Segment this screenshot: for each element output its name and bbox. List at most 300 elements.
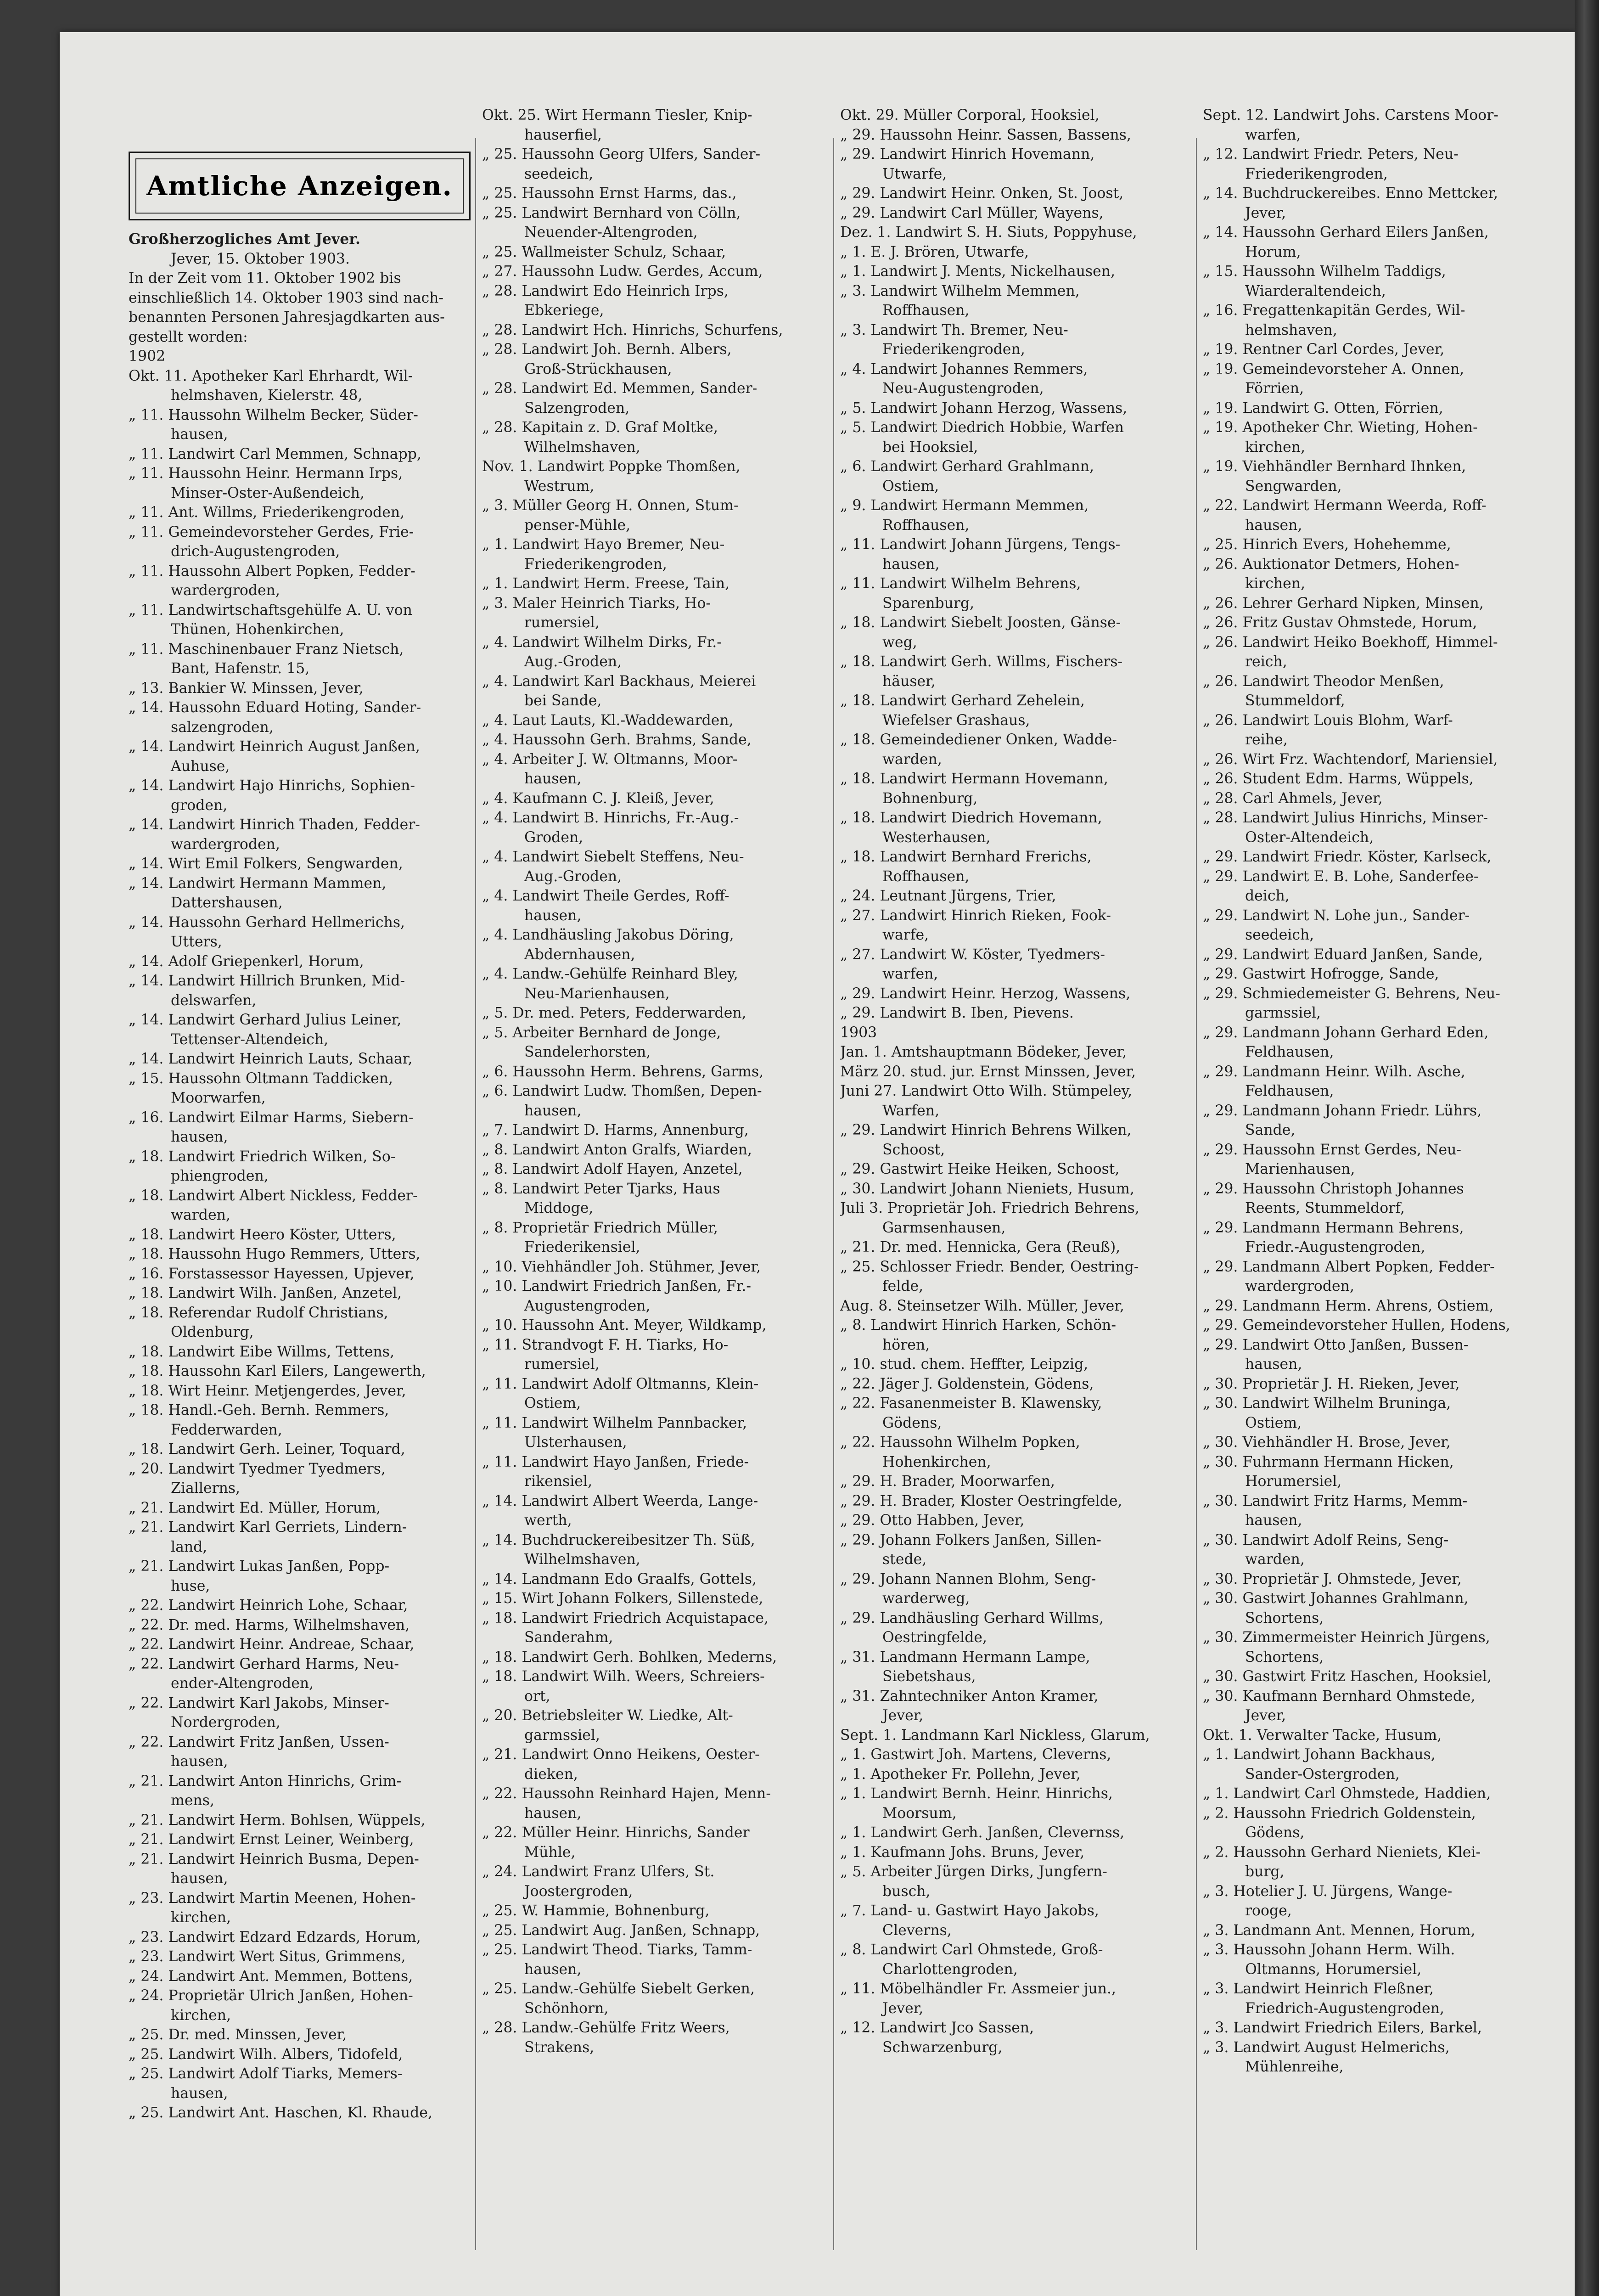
list-entry-line: „ 15. Haussohn Oltmann Taddicken,: [129, 1070, 393, 1087]
list-entry-line: „ 29. H. Brader, Kloster Oestringfelde,: [840, 1492, 1122, 1509]
list-entry-line: „ 1. Landwirt Johann Backhaus,: [1203, 1746, 1436, 1763]
list-entry-line: Moorwarfen,: [171, 1090, 266, 1106]
list-entry-line: garmssiel,: [524, 1727, 600, 1744]
list-entry-line: Okt. 11. Apotheker Karl Ehrhardt, Wil-: [129, 367, 413, 384]
list-entry-line: rikensiel,: [524, 1473, 593, 1490]
list-entry-line: „ 19. Apotheker Chr. Wieting, Hohen-: [1203, 419, 1478, 436]
list-entry-line: Dattershausen,: [171, 895, 283, 911]
list-entry-line: Sept. 1. Landmann Karl Nickless, Glarum,: [840, 1727, 1150, 1744]
list-entry-line: „ 14. Buchdruckereibes. Enno Mettcker,: [1203, 185, 1498, 202]
list-entry-line: Jever,: [1245, 204, 1286, 221]
list-entry-line: „ 28. Landwirt Julius Hinrichs, Minser-: [1203, 810, 1488, 826]
list-entry-line: 1903: [840, 1024, 877, 1041]
list-entry-line: „ 31. Landmann Hermann Lampe,: [840, 1649, 1090, 1666]
list-entry-line: „ 3. Landwirt Heinrich Fleßner,: [1203, 1981, 1434, 1997]
list-entry-line: kirchen,: [1245, 439, 1306, 456]
list-entry-line: Oldenburg,: [171, 1324, 254, 1340]
list-entry-line: „ 28. Carl Ahmels, Jever,: [1203, 790, 1383, 807]
list-entry-line: „ 15. Haussohn Wilhelm Taddigs,: [1203, 263, 1446, 280]
list-entry-line: Friederikengroden,: [524, 556, 667, 573]
list-entry-line: „ 18. Handl.-Geh. Bernh. Remmers,: [129, 1402, 389, 1418]
list-entry-line: „ 1. E. J. Brören, Utwarfe,: [840, 243, 1029, 260]
list-entry-line: „ 14. Landwirt Hermann Mammen,: [129, 875, 387, 892]
list-entry-line: „ 3. Maler Heinrich Tiarks, Ho-: [482, 595, 711, 612]
list-entry-line: hausen,: [1245, 1512, 1302, 1529]
list-entry-line: „ 18. Landwirt Friedrich Acquistapace,: [482, 1609, 769, 1626]
list-entry-line: „ 11. Möbelhändler Fr. Assmeier jun.,: [840, 1981, 1116, 1997]
list-entry-line: Neu-Augustengroden,: [882, 380, 1044, 397]
list-entry-line: bei Sande,: [524, 692, 602, 709]
list-entry-line: Ziallerns,: [171, 1480, 241, 1497]
list-entry-line: „ 1. Kaufmann Johs. Bruns, Jever,: [840, 1844, 1085, 1861]
list-entry-line: „ 21. Landwirt Herm. Bohlsen, Wüppels,: [129, 1812, 426, 1829]
list-entry-line: helmshaven, Kielerstr. 48,: [171, 387, 363, 404]
list-entry-line: „ 29. Landmann Herm. Ahrens, Ostiem,: [1203, 1297, 1494, 1314]
list-entry-line: Stummeldorf,: [1245, 692, 1345, 709]
list-entry-line: „ 29. Landwirt B. Iben, Pievens.: [840, 1005, 1074, 1021]
list-entry-line: „ 10. Landwirt Friedrich Janßen, Fr.-: [482, 1278, 752, 1294]
list-entry-line: „ 18. Landwirt Hermann Hovemann,: [840, 771, 1108, 787]
list-entry-line: „ 29. Haussohn Ernst Gerdes, Neu-: [1203, 1141, 1462, 1158]
list-entry-line: Sanderahm,: [524, 1629, 613, 1646]
list-entry-line: phiengroden,: [171, 1168, 269, 1184]
list-entry-line: mens,: [171, 1792, 214, 1809]
intro-line: In der Zeit vom 11. Oktober 1902 bis: [129, 270, 401, 287]
list-entry-line: „ 24. Landwirt Ant. Memmen, Bottens,: [129, 1968, 413, 1985]
list-entry-line: kirchen,: [1245, 575, 1306, 592]
list-entry-line: warfe,: [882, 927, 929, 943]
list-entry-line: hausen,: [1245, 517, 1302, 534]
list-entry-line: Strakens,: [524, 2039, 595, 2056]
list-entry-line: Minser-Oster-Außendeich,: [171, 484, 365, 501]
list-entry-line: „ 29. Landwirt Hinrich Behrens Wilken,: [840, 1122, 1132, 1138]
list-entry-line: „ 29. Landwirt Friedr. Köster, Karlseck,: [1203, 849, 1492, 865]
list-entry-line: wardergroden,: [171, 836, 280, 853]
list-entry-line: „ 25. Schlosser Friedr. Bender, Oestring-: [840, 1258, 1139, 1275]
list-entry-line: kirchen,: [171, 2007, 231, 2024]
list-entry-line: Nordergroden,: [171, 1714, 281, 1731]
list-entry-line: Sandelerhorsten,: [524, 1044, 651, 1060]
list-entry-line: salzengroden,: [171, 719, 274, 736]
list-entry-line: „ 14. Landwirt Heinrich August Janßen,: [129, 738, 420, 755]
list-entry-line: „ 8. Landwirt Anton Gralfs, Wiarden,: [482, 1141, 752, 1158]
list-entry-line: „ 20. Landwirt Tyedmer Tyedmers,: [129, 1460, 386, 1477]
list-entry-line: „ 14. Landwirt Gerhard Julius Leiner,: [129, 1012, 402, 1028]
list-entry-line: „ 30. Landwirt Johann Nieniets, Husum,: [840, 1180, 1134, 1197]
list-entry-line: Oestringfelde,: [882, 1629, 987, 1646]
list-entry-line: „ 14. Landwirt Heinrich Lauts, Schaar,: [129, 1051, 413, 1067]
list-entry-line: Schwarzenburg,: [882, 2039, 1003, 2056]
list-entry-line: „ 3. Landmann Ant. Mennen, Horum,: [1203, 1922, 1476, 1939]
list-entry-line: ender-Altengroden,: [171, 1675, 314, 1692]
list-entry-line: „ 6. Landwirt Ludw. Thomßen, Depen-: [482, 1083, 762, 1099]
list-entry-line: „ 29. Landwirt Carl Müller, Wayens,: [840, 204, 1104, 221]
list-entry-line: „ 29. Haussohn Christoph Johannes: [1203, 1180, 1464, 1197]
list-entry-line: „ 18. Landwirt Bernhard Frerichs,: [840, 849, 1092, 865]
list-entry-line: „ 29. Johann Nannen Blohm, Seng-: [840, 1570, 1096, 1587]
list-entry-line: „ 29. Landhäusling Gerhard Willms,: [840, 1609, 1104, 1626]
column-rule: [1196, 138, 1197, 2250]
list-entry-line: „ 11. Landwirt Johann Jürgens, Tengs-: [840, 536, 1121, 553]
list-entry-line: „ 4. Landhäusling Jakobus Döring,: [482, 927, 734, 943]
list-entry-line: „ 10. stud. chem. Heffter, Leipzig,: [840, 1356, 1088, 1373]
list-entry-line: „ 26. Landwirt Louis Blohm, Warf-: [1203, 712, 1453, 729]
list-entry-line: „ 28. Landwirt Hch. Hinrichs, Schurfens,: [482, 321, 783, 338]
list-entry-line: wardergroden,: [171, 582, 280, 599]
list-entry-line: „ 14. Haussohn Gerhard Hellmerichs,: [129, 914, 405, 931]
list-entry-line: „ 1. Landwirt Carl Ohmstede, Haddien,: [1203, 1785, 1491, 1802]
list-entry-line: „ 18. Landwirt Siebelt Joosten, Gänse-: [840, 614, 1121, 631]
list-entry-line: „ 23. Landwirt Edzard Edzards, Horum,: [129, 1929, 421, 1946]
list-entry-line: „ 25. Landwirt Wilh. Albers, Tidofeld,: [129, 2046, 403, 2063]
list-entry-line: „ 14. Landwirt Hajo Hinrichs, Sophien-: [129, 777, 415, 794]
list-entry-line: Ostiem,: [524, 1395, 581, 1412]
list-entry-line: „ 30. Viehhändler H. Brose, Jever,: [1203, 1434, 1451, 1451]
list-entry-line: Okt. 25. Wirt Hermann Tiesler, Knip-: [482, 107, 752, 124]
list-entry-line: „ 18. Landwirt Eibe Willms, Tettens,: [129, 1343, 394, 1360]
list-entry-line: „ 29. Haussohn Heinr. Sassen, Bassens,: [840, 126, 1131, 143]
list-entry-line: bei Hooksiel,: [882, 439, 978, 456]
list-entry-line: „ 25. Landwirt Aug. Janßen, Schnapp,: [482, 1922, 760, 1939]
list-entry-line: warden,: [1245, 1551, 1305, 1568]
list-entry-line: „ 11. Haussohn Wilhelm Becker, Süder-: [129, 406, 418, 423]
list-entry-line: „ 19. Viehhändler Bernhard Ihnken,: [1203, 458, 1466, 475]
list-entry-line: „ 8. Landwirt Peter Tjarks, Haus: [482, 1180, 720, 1197]
list-entry-line: „ 21. Landwirt Onno Heikens, Oester-: [482, 1746, 760, 1763]
list-entry-line: Thünen, Hohenkirchen,: [171, 621, 344, 638]
list-entry-line: „ 18. Landwirt Heero Köster, Utters,: [129, 1226, 396, 1243]
list-entry-line: „ 29. Landwirt Heinr. Herzog, Wassens,: [840, 985, 1131, 1002]
list-entry-line: „ 29. Gastwirt Hofrogge, Sande,: [1203, 966, 1439, 982]
list-entry-line: Marienhausen,: [1245, 1161, 1355, 1177]
list-entry-line: Charlottengroden,: [882, 1961, 1018, 1978]
list-entry-line: „ 22. Fasanenmeister B. Klawensky,: [840, 1395, 1102, 1412]
list-entry-line: Schortens,: [1245, 1609, 1324, 1626]
list-entry-line: „ 18. Haussohn Hugo Remmers, Utters,: [129, 1246, 421, 1262]
list-entry-line: „ 14. Wirt Emil Folkers, Sengwarden,: [129, 855, 403, 872]
list-entry-line: Sande,: [1245, 1122, 1296, 1138]
list-entry-line: „ 18. Landwirt Wilh. Weers, Schreiers-: [482, 1668, 765, 1685]
list-entry-line: „ 11. Landwirt Hayo Janßen, Friede-: [482, 1453, 749, 1470]
list-entry-line: „ 15. Wirt Johann Folkers, Sillenstede,: [482, 1590, 763, 1607]
list-entry-line: „ 31. Zahntechniker Anton Kramer,: [840, 1688, 1099, 1705]
list-entry-line: Förrien,: [1245, 380, 1304, 397]
list-entry-line: „ 16. Landwirt Eilmar Harms, Siebern-: [129, 1109, 414, 1126]
list-entry-line: Bant, Hafenstr. 15,: [171, 660, 310, 677]
list-entry-line: Jan. 1. Amtshauptmann Bödeker, Jever,: [840, 1044, 1127, 1060]
list-entry-line: hören,: [882, 1336, 930, 1353]
scan-edge: [1575, 0, 1599, 2296]
list-entry-line: reich,: [1245, 653, 1287, 670]
list-entry-line: Ulsterhausen,: [524, 1434, 627, 1451]
list-entry-line: „ 24. Landwirt Franz Ulfers, St.: [482, 1863, 715, 1880]
list-entry-line: Roffhausen,: [882, 868, 970, 885]
list-entry-line: „ 24. Proprietär Ulrich Janßen, Hohen-: [129, 1987, 413, 2004]
list-entry-line: „ 29. Landwirt Eduard Janßen, Sande,: [1203, 946, 1483, 963]
list-entry-line: „ 18. Haussohn Karl Eilers, Langewerth,: [129, 1363, 426, 1379]
list-entry-line: hausen,: [524, 1805, 582, 1822]
list-entry-line: „ 11. Landwirtschaftsgehülfe A. U. von: [129, 602, 412, 619]
list-entry-line: „ 25. Dr. med. Minssen, Jever,: [129, 2026, 347, 2043]
column-rule: [475, 138, 476, 2250]
list-entry-line: huse,: [171, 1577, 210, 1594]
list-entry-line: Salzengroden,: [524, 400, 630, 416]
list-entry-line: „ 11. Landwirt Wilhelm Pannbacker,: [482, 1414, 747, 1431]
list-entry-line: „ 16. Fregattenkapitän Gerdes, Wil-: [1203, 302, 1465, 319]
list-entry-line: wardergroden,: [1245, 1278, 1354, 1294]
list-entry-line: Gödens,: [1245, 1824, 1305, 1841]
list-entry-line: Juni 27. Landwirt Otto Wilh. Stümpeley,: [840, 1083, 1133, 1099]
list-entry-line: „ 3. Landwirt August Helmerichs,: [1203, 2039, 1450, 2056]
list-entry-line: „ 5. Dr. med. Peters, Fedderwarden,: [482, 1005, 746, 1021]
list-entry-line: „ 11. Gemeindevorsteher Gerdes, Frie-: [129, 523, 414, 540]
list-entry-line: hausen,: [524, 1102, 582, 1119]
list-entry-line: „ 30. Zimmermeister Heinrich Jürgens,: [1203, 1629, 1490, 1646]
intro-line: einschließlich 14. Oktober 1903 sind nach-: [129, 289, 444, 306]
list-entry-line: Friederikengroden,: [1245, 165, 1388, 182]
list-entry-line: kirchen,: [171, 1909, 231, 1926]
list-entry-line: Roffhausen,: [882, 302, 970, 319]
list-entry-line: „ 29. Landmann Albert Popken, Fedder-: [1203, 1258, 1495, 1275]
list-entry-line: Tettenser-Altendeich,: [171, 1031, 329, 1048]
list-entry-line: „ 30. Proprietär J. Ohmstede, Jever,: [1203, 1570, 1462, 1587]
list-entry-line: „ 4. Laut Lauts, Kl.-Waddewarden,: [482, 712, 734, 729]
list-entry-line: burg,: [1245, 1863, 1285, 1880]
list-entry-line: „ 4. Landwirt Siebelt Steffens, Neu-: [482, 849, 744, 865]
list-entry-line: „ 18. Landwirt Friedrich Wilken, So-: [129, 1148, 396, 1165]
list-entry-line: „ 26. Landwirt Theodor Menßen,: [1203, 673, 1444, 690]
list-entry-line: „ 21. Landwirt Ed. Müller, Horum,: [129, 1499, 381, 1516]
list-entry-line: „ 10. Viehhändler Joh. Stühmer, Jever,: [482, 1258, 761, 1275]
list-entry-line: „ 26. Wirt Frz. Wachtendorf, Mariensiel,: [1203, 751, 1498, 768]
list-entry-line: März 20. stud. jur. Ernst Minssen, Jever,: [840, 1063, 1136, 1080]
list-entry-line: „ 8. Landwirt Carl Ohmstede, Groß-: [840, 1941, 1103, 1958]
list-entry-line: „ 11. Haussohn Albert Popken, Fedder-: [129, 563, 415, 580]
list-entry-line: „ 13. Bankier W. Minssen, Jever,: [129, 680, 364, 697]
list-entry-line: „ 21. Landwirt Ernst Leiner, Weinberg,: [129, 1831, 414, 1848]
list-entry-line: „ 22. Müller Heinr. Hinrichs, Sander: [482, 1824, 750, 1841]
place-date: Jever, 15. Oktober 1903.: [171, 250, 350, 267]
list-entry-line: „ 21. Landwirt Anton Hinrichs, Grim-: [129, 1773, 402, 1790]
list-entry-line: hausen,: [171, 1753, 228, 1770]
list-entry-line: „ 6. Haussohn Herm. Behrens, Garms,: [482, 1063, 764, 1080]
list-entry-line: Friedrich-Augustengroden,: [1245, 2000, 1445, 2017]
list-entry-line: penser-Mühle,: [524, 517, 631, 534]
list-entry-line: „ 11. Maschinenbauer Franz Nietsch,: [129, 641, 404, 658]
list-entry-line: „ 14. Adolf Griepenkerl, Horum,: [129, 953, 364, 970]
list-entry-line: „ 2. Haussohn Friedrich Goldenstein,: [1203, 1805, 1476, 1822]
list-entry-line: „ 14. Haussohn Gerhard Eilers Janßen,: [1203, 224, 1489, 241]
list-entry-line: „ 7. Land- u. Gastwirt Hayo Jakobs,: [840, 1902, 1099, 1919]
list-entry-line: „ 22. Landwirt Gerhard Harms, Neu-: [129, 1655, 399, 1672]
list-entry-line: Horumersiel,: [1245, 1473, 1342, 1490]
list-entry-line: „ 22. Landwirt Heinrich Lohe, Schaar,: [129, 1597, 408, 1614]
list-entry-line: helmshaven,: [1245, 321, 1337, 338]
list-entry-line: „ 25. Landwirt Ant. Haschen, Kl. Rhaude,: [129, 2105, 432, 2121]
list-entry-line: rooge,: [1245, 1902, 1292, 1919]
list-entry-line: Neu-Marienhausen,: [524, 985, 670, 1002]
list-entry-line: „ 29. Schmiedemeister G. Behrens, Neu-: [1203, 985, 1500, 1002]
list-entry-line: „ 29. Landmann Johann Gerhard Eden,: [1203, 1024, 1489, 1041]
list-entry-line: „ 4. Landwirt Johannes Remmers,: [840, 360, 1088, 377]
list-entry-line: „ 21. Landwirt Karl Gerriets, Lindern-: [129, 1519, 407, 1536]
list-entry-line: Groß-Strückhausen,: [524, 360, 672, 377]
list-entry-line: „ 19. Rentner Carl Cordes, Jever,: [1203, 341, 1445, 358]
list-entry-line: „ 11. Landwirt Wilhelm Behrens,: [840, 575, 1081, 592]
list-entry-line: Wiefelser Grashaus,: [882, 712, 1030, 729]
list-entry-line: „ 1. Landwirt Hayo Bremer, Neu-: [482, 536, 725, 553]
column-3: [840, 106, 1182, 2282]
list-entry-line: Ostiem,: [882, 478, 939, 495]
list-entry-line: „ 25. Haussohn Ernst Harms, das.,: [482, 185, 737, 202]
list-entry-line: „ 5. Arbeiter Jürgen Dirks, Jungfern-: [840, 1863, 1107, 1880]
list-entry-line: hausen,: [524, 771, 582, 787]
section-title: Amtliche Anzeigen.: [135, 158, 464, 214]
list-entry-line: „ 25. Landwirt Adolf Tiarks, Memers-: [129, 2065, 403, 2082]
list-entry-line: „ 29. H. Brader, Moorwarfen,: [840, 1473, 1055, 1490]
list-entry-line: „ 4. Haussohn Gerh. Brahms, Sande,: [482, 732, 752, 748]
list-entry-line: hausen,: [1245, 1356, 1302, 1373]
list-entry-line: „ 30. Gastwirt Johannes Grahlmann,: [1203, 1590, 1469, 1607]
list-entry-line: Ostiem,: [1245, 1414, 1302, 1431]
list-entry-line: „ 29. Landmann Hermann Behrens,: [1203, 1219, 1464, 1236]
list-entry-line: Juli 3. Proprietär Joh. Friedrich Behrens,: [840, 1200, 1139, 1216]
list-entry-line: Fedderwarden,: [171, 1421, 282, 1438]
list-entry-line: „ 18. Landwirt Gerh. Willms, Fischers-: [840, 653, 1123, 670]
list-entry-line: „ 18. Landwirt Albert Nickless, Fedder-: [129, 1187, 418, 1204]
list-entry-line: warderweg,: [882, 1590, 970, 1607]
list-entry-line: „ 22. Dr. med. Harms, Wilhelmshaven,: [129, 1616, 410, 1633]
list-entry-line: „ 21. Landwirt Lukas Janßen, Popp-: [129, 1558, 390, 1575]
list-entry-line: hausen,: [171, 1129, 228, 1145]
list-entry-line: Augustengroden,: [524, 1297, 651, 1314]
list-entry-line: „ 1. Landwirt Herm. Freese, Tain,: [482, 575, 730, 592]
list-entry-line: seedeich,: [524, 165, 594, 182]
list-entry-line: „ 30. Landwirt Wilhelm Bruninga,: [1203, 1395, 1451, 1412]
list-entry-line: „ 25. Landwirt Bernhard von Cölln,: [482, 204, 741, 221]
list-entry-line: „ 10. Haussohn Ant. Meyer, Wildkamp,: [482, 1317, 767, 1334]
list-entry-line: Sept. 12. Landwirt Johs. Carstens Moor-: [1203, 107, 1498, 124]
list-entry-line: hausen,: [524, 1961, 582, 1978]
list-entry-line: „ 14. Landmann Edo Graalfs, Gottels,: [482, 1570, 757, 1587]
list-entry-line: häuser,: [882, 673, 936, 690]
list-entry-line: „ 4. Landwirt Theile Gerdes, Roff-: [482, 888, 729, 904]
list-entry-line: Schönhorn,: [524, 2000, 609, 2017]
list-entry-line: „ 6. Landwirt Gerhard Grahlmann,: [840, 458, 1094, 475]
list-entry-line: „ 14. Landwirt Albert Weerda, Lange-: [482, 1492, 758, 1509]
list-entry-line: „ 30. Landwirt Fritz Harms, Memm-: [1203, 1492, 1468, 1509]
list-entry-line: „ 28. Landwirt Edo Heinrich Irps,: [482, 282, 729, 299]
list-entry-line: „ 14. Landwirt Hillrich Brunken, Mid-: [129, 973, 405, 989]
list-entry-line: Siebetshaus,: [882, 1668, 976, 1685]
list-entry-line: „ 5. Arbeiter Bernhard de Jonge,: [482, 1024, 721, 1041]
list-entry-line: „ 18. Landwirt Gerhard Zehelein,: [840, 692, 1085, 709]
list-entry-line: Okt. 1. Verwalter Tacke, Husum,: [1203, 1727, 1442, 1744]
list-entry-line: Horum,: [1245, 243, 1301, 260]
list-entry-line: „ 18. Landwirt Wilh. Janßen, Anzetel,: [129, 1285, 402, 1301]
list-entry-line: hauserfiel,: [524, 126, 602, 143]
list-entry-line: „ 3. Hotelier J. U. Jürgens, Wange-: [1203, 1883, 1453, 1900]
list-entry-line: „ 4. Landw.-Gehülfe Reinhard Bley,: [482, 966, 738, 982]
list-entry-line: garmssiel,: [1245, 1005, 1321, 1021]
list-entry-line: „ 21. Landwirt Heinrich Busma, Depen-: [129, 1851, 419, 1868]
list-entry-line: „ 7. Landwirt D. Harms, Annenburg,: [482, 1122, 749, 1138]
list-entry-line: „ 26. Lehrer Gerhard Nipken, Minsen,: [1203, 595, 1484, 612]
list-entry-line: rumersiel,: [524, 1356, 600, 1373]
list-entry-line: „ 18. Referendar Rudolf Christians,: [129, 1304, 388, 1321]
list-entry-line: „ 27. Haussohn Ludw. Gerdes, Accum,: [482, 263, 763, 280]
list-entry-line: „ 18. Landwirt Diedrich Hovemann,: [840, 810, 1102, 826]
list-entry-line: „ 30. Kaufmann Bernhard Ohmstede,: [1203, 1688, 1476, 1705]
list-entry-line: „ 26. Student Edm. Harms, Wüppels,: [1203, 771, 1474, 787]
list-entry-line: „ 3. Landwirt Friedrich Eilers, Barkel,: [1203, 2020, 1482, 2036]
intro-line: gestellt worden:: [129, 328, 248, 345]
list-entry-line: warfen,: [882, 966, 938, 982]
list-entry-line: „ 25. Landwirt Theod. Tiarks, Tamm-: [482, 1941, 752, 1958]
list-entry-line: „ 25. Landw.-Gehülfe Siebelt Gerken,: [482, 1981, 755, 1997]
list-entry-line: „ 25. Haussohn Georg Ulfers, Sander-: [482, 146, 761, 163]
list-entry-line: reihe,: [1245, 732, 1288, 748]
list-entry-line: „ 5. Landwirt Diedrich Hobbie, Warfen: [840, 419, 1124, 436]
list-entry-line: Sander-Ostergroden,: [1245, 1766, 1400, 1783]
list-entry-line: „ 3. Müller Georg H. Onnen, Stum-: [482, 497, 739, 514]
list-entry-line: „ 3. Landwirt Wilhelm Memmen,: [840, 282, 1080, 299]
list-entry-line: „ 22. Haussohn Wilhelm Popken,: [840, 1434, 1080, 1451]
list-entry-line: hausen,: [171, 426, 228, 443]
authority-heading: Großherzogliches Amt Jever.: [129, 231, 360, 248]
list-entry-line: Aug. 8. Steinsetzer Wilh. Müller, Jever,: [840, 1297, 1124, 1314]
list-entry-line: „ 29. Johann Folkers Janßen, Sillen-: [840, 1531, 1101, 1548]
list-entry-line: „ 27. Landwirt Hinrich Rieken, Fook-: [840, 907, 1111, 924]
list-entry-line: „ 28. Kapitain z. D. Graf Moltke,: [482, 419, 718, 436]
list-entry-line: Roffhausen,: [882, 517, 970, 534]
list-entry-line: „ 2. Haussohn Gerhard Nieniets, Klei-: [1203, 1844, 1481, 1861]
list-entry-line: „ 30. Gastwirt Fritz Haschen, Hooksiel,: [1203, 1668, 1492, 1685]
list-entry-line: Wilhelmshaven,: [524, 439, 640, 456]
list-entry-line: weg,: [882, 634, 917, 651]
list-entry-line: „ 4. Landwirt Wilhelm Dirks, Fr.-: [482, 634, 722, 651]
list-entry-line: „ 16. Forstassessor Hayessen, Upjever,: [129, 1265, 415, 1282]
list-entry-line: „ 20. Betriebsleiter W. Liedke, Alt-: [482, 1707, 733, 1724]
list-entry-line: „ 29. Gastwirt Heike Heiken, Schoost,: [840, 1161, 1120, 1177]
list-entry-line: „ 29. Otto Habben, Jever,: [840, 1512, 1025, 1529]
list-entry-line: „ 14. Buchdruckereibesitzer Th. Süß,: [482, 1531, 755, 1548]
list-entry-line: „ 23. Landwirt Wert Situs, Grimmens,: [129, 1948, 406, 1965]
list-entry-line: „ 24. Leutnant Jürgens, Trier,: [840, 888, 1056, 904]
list-entry-line: „ 4. Landwirt Karl Backhaus, Meierei: [482, 673, 756, 690]
list-entry-line: Wilhelmshaven,: [524, 1551, 640, 1568]
list-entry-line: hausen,: [524, 907, 582, 924]
list-entry-line: groden,: [171, 797, 228, 814]
list-entry-line: Utwarfe,: [882, 165, 947, 182]
list-entry-line: Utters,: [171, 934, 222, 950]
list-entry-line: „ 29. Landwirt E. B. Lohe, Sanderfee-: [1203, 868, 1479, 885]
list-entry-line: Warfen,: [882, 1102, 940, 1119]
list-entry-line: delswarfen,: [171, 992, 257, 1009]
list-entry-line: warden,: [882, 751, 942, 768]
list-entry-line: „ 12. Landwirt Friedr. Peters, Neu-: [1203, 146, 1459, 163]
section-header-box: [129, 152, 471, 220]
list-entry-line: „ 26. Landwirt Heiko Boekhoff, Himmel-: [1203, 634, 1498, 651]
list-entry-line: Sengwarden,: [1245, 478, 1342, 495]
list-entry-line: „ 11. Landwirt Carl Memmen, Schnapp,: [129, 445, 421, 462]
list-entry-line: „ 8. Proprietär Friedrich Müller,: [482, 1219, 718, 1236]
list-entry-line: Friederikensiel,: [524, 1239, 640, 1255]
list-entry-line: Schoost,: [882, 1141, 945, 1158]
list-entry-line: „ 29. Landwirt Otto Janßen, Bussen-: [1203, 1336, 1469, 1353]
list-entry-line: „ 22. Landwirt Fritz Janßen, Ussen-: [129, 1733, 389, 1750]
list-entry-line: „ 22. Landwirt Heinr. Andreae, Schaar,: [129, 1636, 415, 1653]
